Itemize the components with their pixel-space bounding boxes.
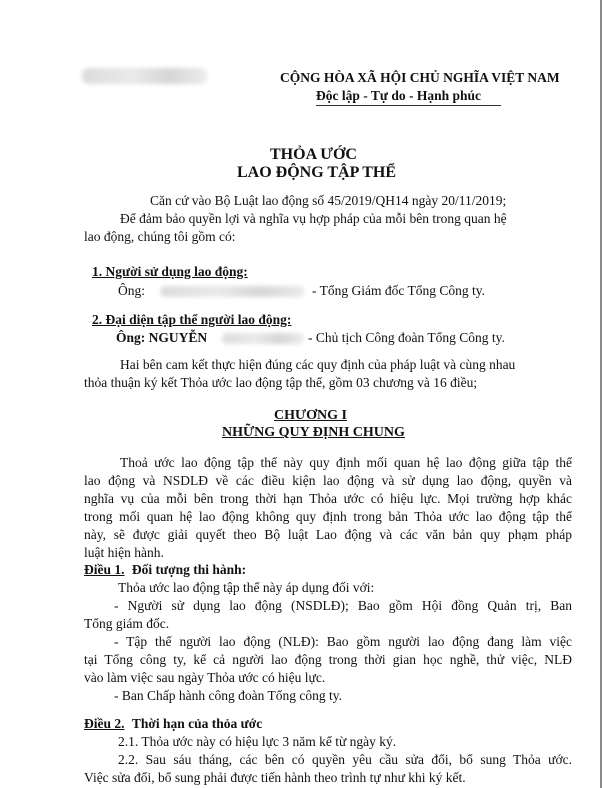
chapter-paragraph-line: trong mối quan hệ lao động không quy định trong bản Thỏa ước lao động tập thể: [84, 509, 572, 524]
legal-basis: Căn cứ vào Bộ Luật lao động số 45/2019/QH14 ngày 20/11/2019;: [150, 193, 507, 208]
article1-title: Đối tượng thi hành:: [131, 562, 247, 577]
party1-prefix: Ông:: [118, 283, 145, 298]
article2-heading: [84, 716, 262, 732]
motto-underline: [316, 105, 501, 106]
purpose-line-1: Để đảm bảo quyền lợi và nghĩa vụ hợp pháp của mỗi bên trong quan hệ: [120, 211, 507, 226]
party1-heading-text: 1. Người sử dụng lao động:: [92, 264, 248, 279]
article2-line: 2.1. Thỏa ước này có hiệu lực 3 năm kể từ ngày ký.: [118, 734, 397, 749]
article1-line: tại Tổng công ty, kể cả người lao động trong thời gian học nghề, thử việc, NLĐ: [84, 652, 572, 667]
article1-heading: [84, 562, 246, 578]
article1-label: Điều 1.: [84, 562, 125, 577]
redacted-representative-name: [222, 333, 304, 344]
chapter-title: CHƯƠNG I: [274, 408, 347, 423]
party1-role: - Tổng Giám đốc Tổng Công ty.: [312, 283, 485, 298]
chapter-subtitle: NHỮNG QUY ĐỊNH CHUNG: [222, 425, 405, 440]
article1-line: - Người sử dụng lao động (NSDLĐ); Bao gồm Hội đồng Quản trị, Ban: [114, 598, 572, 613]
chapter-paragraph-line: nghĩa vụ của mỗi bên trong thời hạn Thỏa ước có hiệu lực. Mọi trường hợp khác: [84, 491, 572, 506]
chapter-paragraph-line: này, sẽ được giải quyết theo Bộ luật Lao động và các văn bản quy phạm pháp: [84, 527, 572, 542]
national-header: CỘNG HÒA XÃ HỘI CHỦ NGHĨA VIỆT NAM: [280, 70, 560, 85]
article1-line: vào làm việc sau ngày Thỏa ước có hiệu lực.: [84, 670, 326, 685]
article2-label: Điều 2.: [84, 716, 125, 731]
document-subtitle: LAO ĐỘNG TẬP THỂ: [237, 164, 396, 181]
commitment-line-2: thỏa thuận ký kết Thỏa ước lao động tập thể, gồm 03 chương và 16 điều;: [84, 375, 478, 390]
chapter-paragraph-line: luật hiện hành.: [84, 545, 164, 560]
article2-line: Việc sửa đổi, bổ sung phải được tiến hành theo trình tự như khi ký kết.: [84, 770, 466, 785]
article2-title: Thời hạn của thỏa ước: [131, 716, 263, 731]
article1-line: - Tập thể người lao động (NLĐ): Bao gồm người lao động đang làm việc: [114, 634, 572, 649]
party2-heading-text: 2. Đại diện tập thể người lao động:: [92, 312, 292, 327]
redacted-employer-name: [160, 286, 305, 297]
motto: Độc lập - Tự do - Hạnh phúc: [316, 88, 482, 103]
party2-role: - Chủ tịch Công đoàn Tổng Công ty.: [308, 330, 505, 345]
party1-heading: [92, 264, 248, 280]
chapter-paragraph-line: Thoả ước lao động tập thể này quy định mối quan hệ lao động giữa tập thể: [120, 455, 572, 470]
redacted-organization-name: [82, 68, 207, 84]
document-title: THỎA ƯỚC: [270, 146, 357, 163]
party2-heading: [92, 312, 291, 328]
purpose-line-2: lao động, chúng tôi gồm có:: [84, 229, 236, 244]
article1-line: - Ban Chấp hành công đoàn Tổng công ty.: [114, 688, 342, 703]
party2-prefix: Ông: NGUYỄN: [116, 330, 208, 345]
article1-line: Tổng giám đốc.: [84, 616, 170, 631]
article2-line: 2.2. Sau sáu tháng, các bên có quyền yêu cầu sửa đổi, bổ sung Thỏa ước.: [118, 752, 572, 767]
commitment-line-1: Hai bên cam kết thực hiện đúng các quy định của pháp luật và cùng nhau: [120, 357, 516, 372]
chapter-paragraph-line: lao động và NSDLĐ về các điều kiện lao động và sử dụng lao động, quyền và: [84, 473, 572, 488]
article1-intro: Thỏa ước lao động tập thể này áp dụng đối với:: [118, 580, 375, 595]
